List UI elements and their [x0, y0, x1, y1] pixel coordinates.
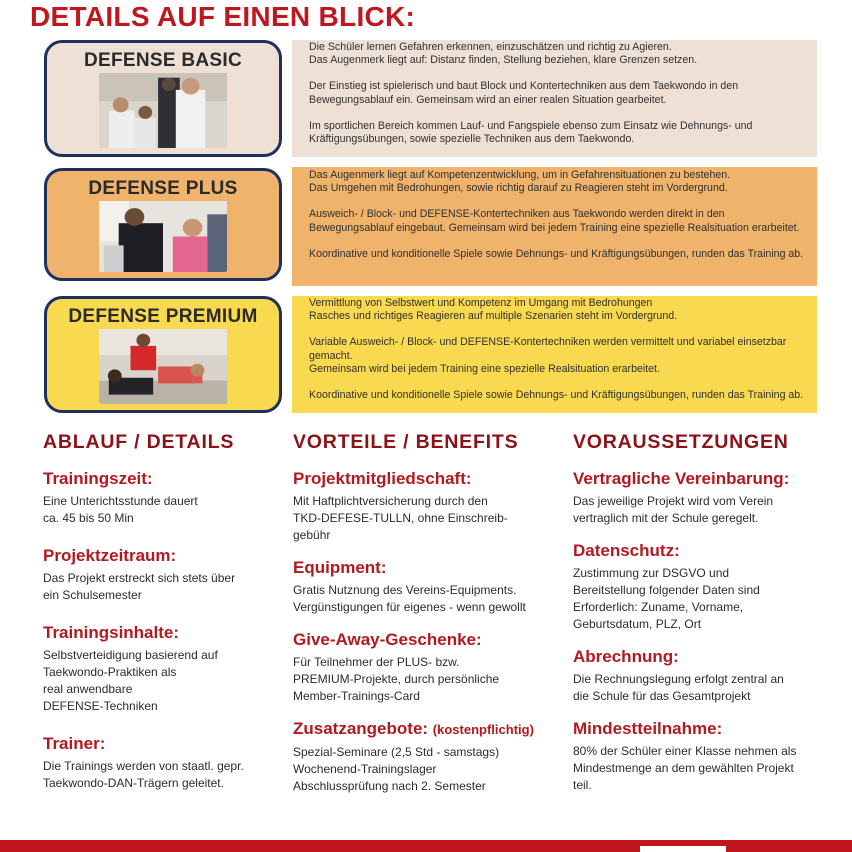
- section-title-text: Zusatzangebote:: [293, 719, 429, 738]
- package-photo-plus: [99, 201, 227, 272]
- section-title: Projektzeitraum:: [43, 546, 177, 565]
- package-description-basic: [292, 40, 817, 157]
- package-paragraph: Das Augenmerk liegt auf Kompetenzentwicklung, um in Gefahrensituationen zu bestehen. Das Umgehen mit Bedrohungen, sowie richtig darauf zu Reagieren steht im Vordergrund.: [309, 169, 731, 195]
- package-badge-premium: [44, 296, 282, 413]
- package-paragraph: Koordinative und konditionelle Spiele sowie Dehnungs- und Kräftigungsübungen, runden das Training ab.: [309, 247, 804, 260]
- section-title: Mindestteilnahme:: [573, 719, 723, 738]
- info-section: [43, 733, 315, 792]
- section-title: Datenschutz:: [573, 541, 680, 560]
- info-section: [573, 540, 845, 633]
- section-body: Spezial-Seminare (2,5 Std - samstags) Wochenend-Trainingslager Abschlussprüfung nach 2. Semester: [293, 745, 500, 793]
- package-photo-premium: [99, 329, 227, 404]
- section-body: Mit Haftplichtversicherung durch den TKD-DEFESE-TULLN, ohne Einschreib- gebühr: [293, 494, 508, 542]
- section-body: Die Rechnungslegung erfolgt zentral an die Schule für das Gesamtprojekt: [573, 672, 784, 703]
- info-section: [293, 468, 565, 544]
- section-body: Gratis Nutznung des Vereins-Equipments. Vergünstigungen für eigenes - wenn gewollt: [293, 583, 526, 614]
- page-headline: DETAILS AUF EINEN BLICK:: [30, 1, 416, 32]
- section-title: Trainingszeit:: [43, 469, 153, 488]
- info-section: [293, 718, 565, 795]
- info-section: [43, 545, 315, 604]
- package-badge-basic: [44, 40, 282, 157]
- column-vorteile-benefits: [293, 430, 565, 809]
- info-section: [573, 468, 845, 527]
- column-heading: VORTEILE / BENEFITS: [293, 431, 519, 453]
- package-paragraph: Ausweich- / Block- und DEFENSE-Kontertechniken aus Taekwondo werden direkt in den Bewegungsablauf eingebaut. Gemeinsam wird bei jedem Training eine spezielle Realsituation erarbeitet.: [309, 208, 800, 234]
- package-title-plus: DEFENSE PLUS: [88, 178, 238, 199]
- section-body: Für Teilnehmer der PLUS- bzw. PREMIUM-Projekte, durch persönliche Member-Trainings-Card: [293, 655, 500, 703]
- info-section: [293, 557, 565, 616]
- section-subtitle: (kostenpflichtig): [432, 722, 534, 737]
- info-section: [293, 629, 565, 705]
- package-paragraph: Im sportlichen Bereich kommen Lauf- und Fangspiele ebenso zum Einsatz wie Dehnungs- und Kräftigungsübungen, sowie spezielle Techniken aus dem Taekwondo.: [309, 119, 753, 146]
- package-paragraph: Vermittlung von Selbstwert und Kompetenz im Umgang mit Bedrohungen Rasches und richtiges Reagieren auf multiple Szenarien steht im Vordergrund.: [309, 297, 678, 323]
- section-title: Projektmitgliedschaft:: [293, 469, 472, 488]
- package-title-premium: DEFENSE PREMIUM: [68, 306, 258, 327]
- package-paragraph: Koordinative und konditionelle Spiele sowie Dehnungs- und Kräftigungsübungen, runden das Training ab.: [309, 389, 804, 402]
- section-body: Selbstverteidigung basierend auf Taekwondo-Praktiken als real anwendbare DEFENSE-Techniken: [43, 648, 218, 713]
- info-section: [573, 718, 845, 794]
- package-title-basic: DEFENSE BASIC: [83, 50, 243, 71]
- section-title: Equipment:: [293, 558, 387, 577]
- section-title: [293, 718, 565, 741]
- info-section: [43, 622, 315, 715]
- section-title: Give-Away-Geschenke:: [293, 630, 482, 649]
- section-body: Das jeweilige Projekt wird vom Verein vertraglich mit der Schule geregelt.: [573, 494, 774, 525]
- column-voraussetzungen: [573, 430, 845, 808]
- package-paragraph: Variable Ausweich- / Block- und DEFENSE-Kontertechniken werden vermittelt und variabel einsetzbar gemacht. Gemeinsam wird bei jedem Training eine spezielle Realsituation erarbeitet.: [309, 336, 787, 375]
- section-body: Das Projekt erstreckt sich stets über ein Schulsemester: [43, 571, 236, 602]
- section-title: Trainer:: [43, 734, 106, 753]
- column-ablauf-details: [43, 430, 315, 806]
- package-description-plus: [292, 167, 817, 286]
- info-section: [573, 646, 845, 705]
- footer-decoration: [640, 846, 726, 852]
- section-body: Die Trainings werden von staatl. gepr. Taekwondo-DAN-Trägern geleitet.: [43, 759, 244, 790]
- section-body: Zustimmung zur DSGVO und Bereitstellung folgender Daten sind Erforderlich: Zuname, Vorname, Geburtsdatum, PLZ, Ort: [573, 566, 760, 631]
- package-paragraph: Die Schüler lernen Gefahren erkennen, einzuschätzen und richtig zu Agieren. Das Augenmerk liegt auf: Distanz finden, Stellung beziehen, klare Grenzen setzen.: [309, 41, 698, 67]
- section-title: Trainingsinhalte:: [43, 623, 180, 642]
- section-body: Eine Unterichtsstunde dauert ca. 45 bis 50 Min: [43, 494, 198, 525]
- package-photo-basic: [99, 73, 227, 148]
- section-title: Abrechnung:: [573, 647, 679, 666]
- package-paragraph: Der Einstieg ist spielerisch und baut Block und Kontertechniken aus dem Taekwondo in den Bewegungsablauf ein. Gemeinsam wird an einer realen Situation gearbeitet.: [309, 80, 739, 106]
- section-title: Vertragliche Vereinbarung:: [573, 469, 790, 488]
- package-description-premium: [292, 296, 817, 413]
- column-heading: VORAUSSETZUNGEN: [573, 431, 789, 453]
- package-badge-plus: [44, 168, 282, 281]
- section-body: 80% der Schüler einer Klasse nehmen als Mindestmenge an dem gewählten Projekt teil.: [573, 744, 797, 792]
- info-section: [43, 468, 315, 527]
- column-heading: ABLAUF / DETAILS: [43, 431, 235, 453]
